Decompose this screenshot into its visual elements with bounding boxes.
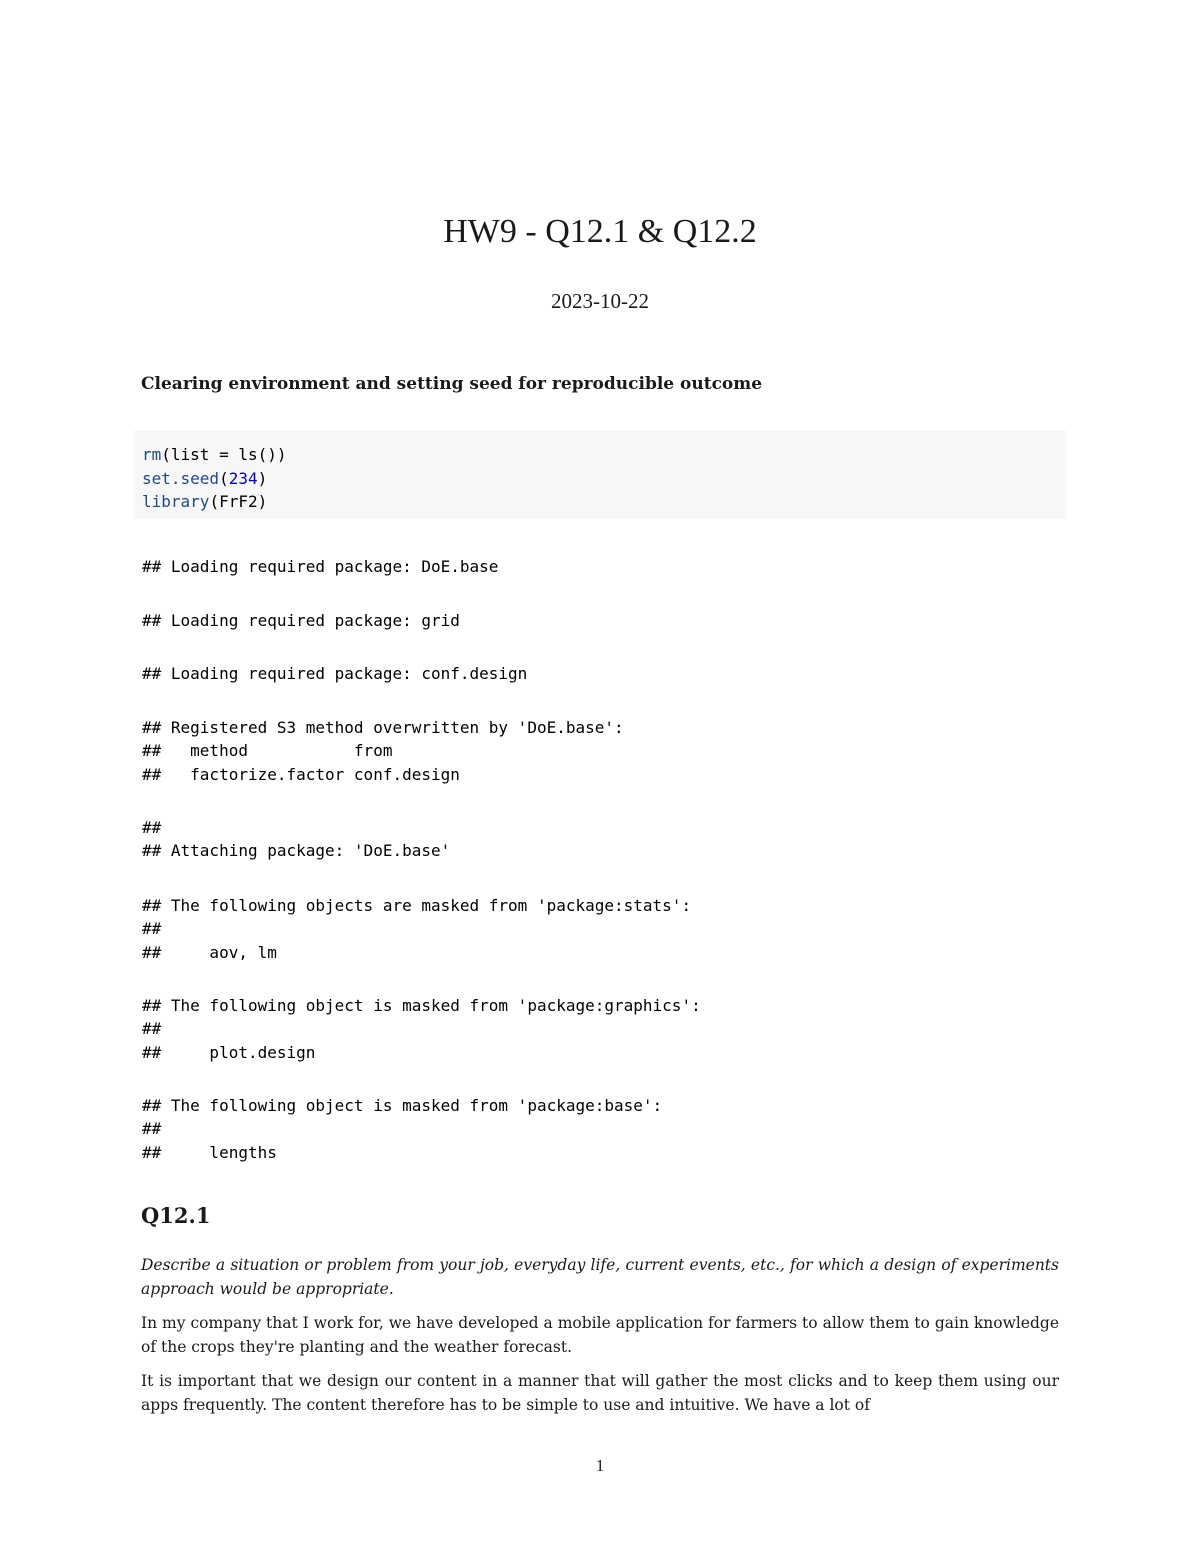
code-paren-open: ( — [219, 468, 229, 488]
output-masked-stats: ## The following objects are masked from 'package:stats': ## ## aov, lm — [142, 896, 692, 962]
code-paren-close: ) — [257, 468, 268, 488]
document-date: 2023-10-22 — [551, 289, 649, 313]
code-line-set-seed — [142, 467, 1066, 491]
q12-1-paragraph-2: It is important that we design our content in a manner that will gather the most clicks and to keep them using our apps frequently. The content therefore has to be simple to use and intuitive. We have a lot of — [141, 1372, 1059, 1414]
code-fn-library: library — [142, 492, 210, 511]
code-args-rm: (list = ls()) — [161, 445, 287, 464]
code-args-library: (FrF2) — [209, 492, 268, 511]
code-line-rm — [142, 443, 1066, 467]
q12-1-question: Describe a situation or problem from your job, everyday life, current events, etc., for which a design of experiments approach would be appropriate. — [141, 1256, 1059, 1298]
output-masked-graphics: ## The following object is masked from 'package:graphics': ## ## plot.design — [142, 996, 701, 1062]
code-fn-rm: rm — [142, 445, 162, 464]
code-line-library — [142, 490, 1066, 514]
output-registered-s3: ## Registered S3 method overwritten by 'DoE.base': ## method from ## factorize.factor conf.design — [142, 718, 624, 784]
intro-heading: Clearing environment and setting seed for reproducible outcome — [141, 374, 763, 394]
output-loading-grid: ## Loading required package: grid — [142, 611, 460, 630]
output-attaching-package: ## ## Attaching package: 'DoE.base' — [142, 818, 451, 861]
page-number: 1 — [595, 1456, 605, 1475]
q12-1-paragraph-1: In my company that I work for, we have developed a mobile application for farmers to allow them to gain knowledge of the crops they're planting and the weather forecast. — [141, 1314, 1059, 1356]
code-seed-number: 234 — [228, 468, 258, 488]
output-loading-conf-design: ## Loading required package: conf.design — [142, 664, 528, 683]
code-block — [134, 430, 1066, 519]
output-loading-doe-base: ## Loading required package: DoE.base — [142, 557, 499, 576]
document-title: HW9 - Q12.1 & Q12.2 — [443, 213, 757, 250]
section-heading-q12-1: Q12.1 — [141, 1203, 211, 1228]
output-masked-base: ## The following object is masked from 'package:base': ## ## lengths — [142, 1096, 663, 1162]
code-fn-set-seed: set.seed — [142, 468, 220, 488]
